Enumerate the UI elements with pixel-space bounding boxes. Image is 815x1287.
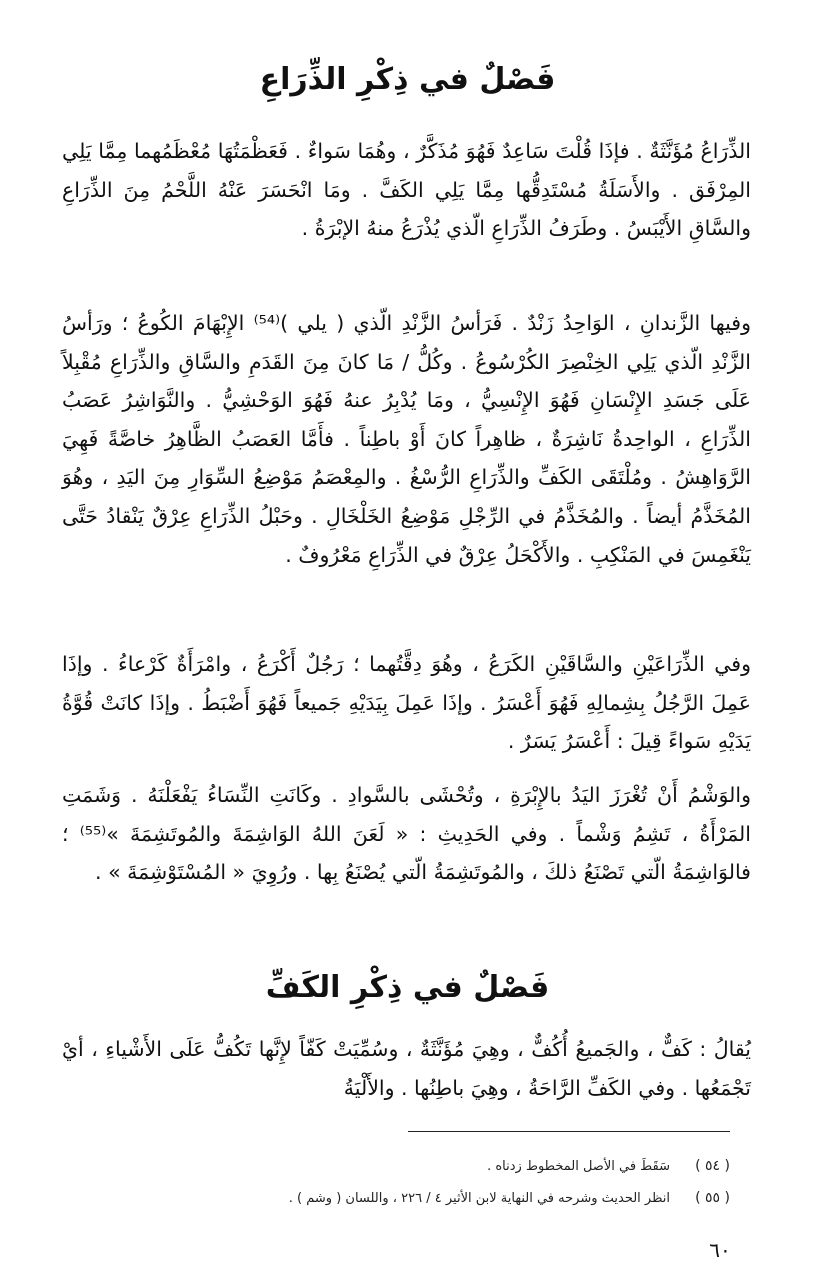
footnote-divider	[408, 1131, 730, 1132]
section-title: فَصْلٌ في ذِكْرِ الكَفِّ	[265, 970, 550, 1005]
footnotes	[70, 1150, 730, 1214]
footnote	[70, 1182, 730, 1214]
page-number: ٦٠	[709, 1238, 731, 1262]
paragraph: يُقالُ : كَفٌّ ، والجَميعُ أُكُفٌّ ، وهِيَ مُؤَنَّثَةٌ ، وسُمِّيَتْ كَفّاً لإِنَّها تَكُفُّ عَلَى الأَشْياءِ ، أيْ تَجْمَعُها . وفي الكَفِّ الرَّاحَةُ ، وهِيَ باطِنُها . والأَلْيَةُ	[62, 1037, 751, 1100]
section-title: فَصْلٌ في ذِكْرِ الذِّرَاعِ	[259, 62, 556, 97]
footnote-number: ( ٥٥ )	[695, 1190, 730, 1206]
footnote-number: ( ٥٤ )	[695, 1158, 730, 1174]
paragraph: الذِّرَاعُ مُؤَنَّثَةٌ . فإذَا قُلْتَ سَاعِدٌ فَهُوَ مُذَكَّرٌ ، وهُمَا سَواءٌ . فَعَظْمَتُهَا مُعْظَمُهما مِمَّا يَلِي المِرْفَق . والأَسَلَةُ مُسْتَدِقُّها مِمَّا يَلِي الكَفَّ . ومَا انْحَسَرَ عَنْهُ اللَّحْمُ مِنَ الذِّرَاعِ والسَّاقِ الأَيْبَسُ . وطَرَفُ الذِّرَاعِ الّذي يُذْرَعُ منهُ الإبْرَةُ .	[62, 139, 751, 241]
paragraph: وفي الذِّرَاعَيْنِ والسَّاقَيْنِ الكَرَعُ ، وهُوَ دِقَّتُهما ؛ رَجُلٌ أَكْرَعُ ، وامْرَأَةٌ كَرْعاءُ . وإذَا عَمِلَ الرَّجُلُ بِشِمالِهِ فَهُوَ أَعْسَرُ . وإذَا عَمِلَ بِيَدَيْهِ جَميعاً فَهُوَ أَضْبَطُ . وإذَا كانَتْ قُوَّةُ يَدَيْهِ سَواءً قِيلَ : أَعْسَرُ يَسَرٌ .	[62, 652, 751, 754]
paragraph: والوَشْمُ أَنْ تُغْرَزَ اليَدُ بالإِبْرَةِ ، وتُحْشَى بالسَّوادِ . وكَانَتِ النِّسَاءُ يَفْعَلْنَهُ . وَشَمَتِ المَرْأَةُ ، تَشِمُ وَشْماً . وفي الحَدِيثِ : « لَعَنَ اللهُ الوَاشِمَةَ والمُوتَشِمَةَ »⁽⁵⁵⁾ ؛ فالوَاشِمَةُ الّتي تَصْنَعُ ذلكَ ، والمُوتَشِمَةُ الّتي يُصْنَعُ بِها . ورُوِيَ « المُسْتَوْشِمَةَ » .	[62, 783, 751, 885]
footnote-text: سَقَطَ في الأصل المخطوط زدناه .	[487, 1159, 670, 1174]
footnote	[70, 1150, 730, 1182]
paragraph: وفيها الزَّندانِ ، الوَاحِدُ زَنْدٌ . فَرَأسُ الزَّنْدِ الّذي ( يلي )⁽⁵⁴⁾ الإِبْهَامَ الكُوعُ ؛ ورَأسُ الزَّنْدِ الّذي يَلِي الخِنْصِرَ الكُرْسُوعُ . وكُلُّ / مَا كانَ مِنَ القَدَمِ والسَّاقِ والذِّرَاعِ مُقْبِلاً عَلَى جَسَدِ الإِنْسَانِ فَهُوَ الإِنْسِيُّ ، ومَا يُدْبِرُ عنهُ فَهُوَ الوَحْشِيُّ . والنَّوَاشِرُ عَصَبُ الذِّرَاعِ ، الواحِدةُ نَاشِرَةٌ ، ظاهِراً كانَ أَوْ باطِناً . فأَمَّا العَصَبُ الظَّاهِرُ خاصَّةً فَهِيَ الرَّوَاهِشُ . ومُلْتَقَى الكَفِّ والذِّرَاعِ الرُّسْغُ . والمِعْصَمُ مَوْضِعُ السِّوَارِ مِنَ اليَدِ ، وهُوَ المُخَذَّمُ أيضاً . والمُخَذَّمُ في الرِّجْلِ مَوْضِعُ الخَلْخَالِ . وحَبْلُ الذِّرَاعِ عِرْقٌ يَنْقادُ حَتَّى يَنْغَمِسَ في المَنْكِبِ . والأَكْحَلُ عِرْقٌ في الذِّرَاعِ مَعْرُوفٌ .	[62, 311, 752, 567]
footnote-text: انظر الحديث وشرحه في النهاية لابن الأثير ٤ / ٢٢٦ ، واللسان ( وشم ) .	[288, 1191, 670, 1206]
